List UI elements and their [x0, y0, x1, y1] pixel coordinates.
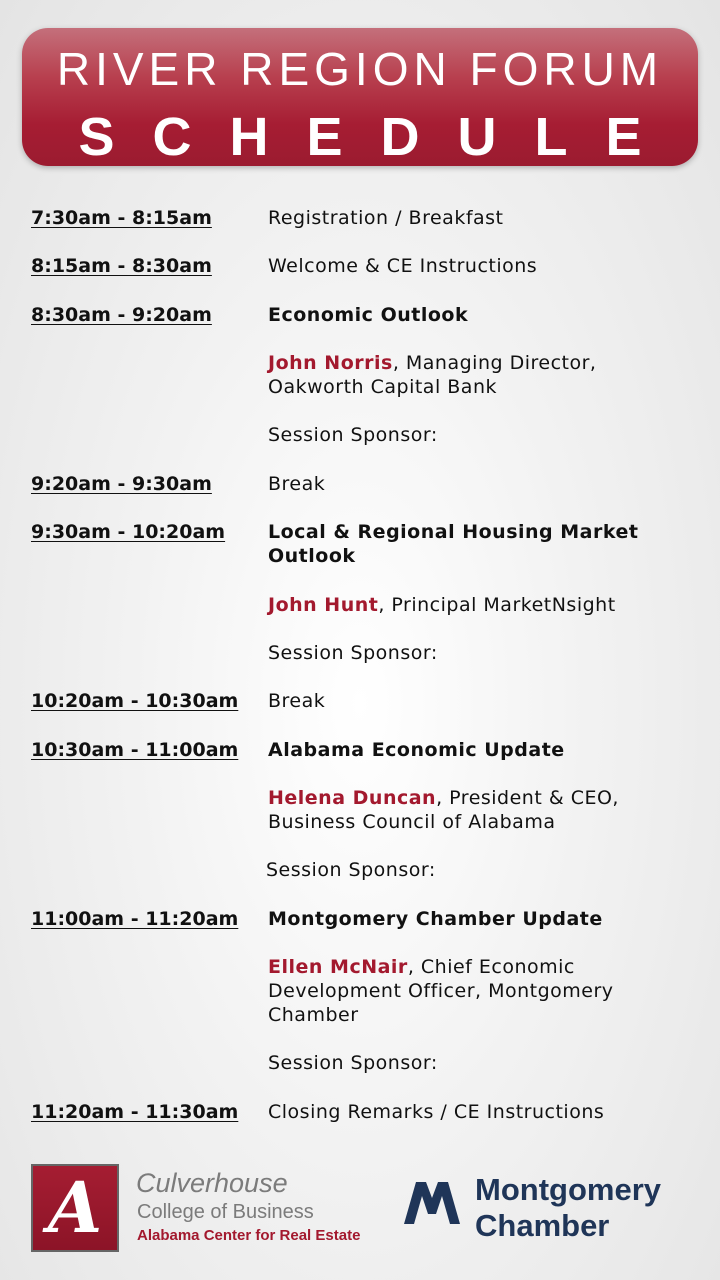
session-title: Economic Outlook — [268, 304, 469, 326]
banner-subtitle: SCHEDULE — [78, 107, 680, 167]
session-title: Montgomery Chamber Update — [268, 908, 603, 930]
speaker-name: Helena Duncan — [268, 787, 437, 809]
speaker-info — [268, 955, 688, 1027]
session-sponsor: Session Sponsor: — [268, 1052, 438, 1074]
session-time: 7:30am - 8:15am — [31, 207, 212, 229]
session-time: 10:20am - 10:30am — [31, 690, 239, 712]
speaker-info — [268, 786, 688, 834]
session-title: Break — [268, 473, 326, 495]
session-title: Registration / Breakfast — [268, 207, 504, 229]
title-banner — [22, 28, 698, 166]
session-time: 9:20am - 9:30am — [31, 473, 212, 495]
session-time: 11:00am - 11:20am — [31, 908, 239, 930]
speaker-role: , President & CEO, Business Council of Alabama — [268, 787, 619, 833]
session-title: Closing Remarks / CE Instructions — [268, 1101, 605, 1123]
speaker-role: , Managing Director, Oakworth Capital Bank — [268, 352, 597, 398]
alabama-a-letter: A — [47, 1166, 103, 1249]
speaker-role: , Chief Economic Development Officer, Montgomery Chamber — [268, 956, 614, 1026]
session-time: 10:30am - 11:00am — [31, 739, 239, 761]
session-title: Break — [268, 690, 326, 712]
alabama-a-logo — [31, 1164, 119, 1252]
chamber-name-line1: Montgomery — [475, 1172, 661, 1207]
session-title: Welcome & CE Instructions — [268, 255, 538, 277]
session-time: 11:20am - 11:30am — [31, 1101, 239, 1123]
culverhouse-college: College of Business — [137, 1201, 314, 1223]
chamber-name-line2: Chamber — [475, 1208, 610, 1243]
banner-title: RIVER REGION FORUM — [56, 43, 664, 95]
culverhouse-name: Culverhouse — [136, 1168, 288, 1198]
sponsor-logos — [0, 1160, 720, 1260]
speaker-info — [268, 593, 688, 617]
speaker-info — [268, 351, 688, 399]
speaker-name: John Norris — [268, 352, 393, 374]
session-time: 8:15am - 8:30am — [31, 255, 212, 277]
speaker-name: John Hunt — [268, 594, 379, 616]
speaker-name: Ellen McNair — [268, 956, 408, 978]
session-time: 8:30am - 9:20am — [31, 304, 212, 326]
session-title: Alabama Economic Update — [268, 739, 565, 761]
montgomery-chamber-icon — [402, 1176, 462, 1226]
session-sponsor: Session Sponsor: — [268, 642, 438, 664]
session-title: Local & Regional Housing Market Outlook — [268, 521, 639, 567]
session-time: 9:30am - 10:20am — [31, 521, 226, 543]
culverhouse-center: Alabama Center for Real Estate — [137, 1227, 361, 1244]
session-sponsor: Session Sponsor: — [266, 859, 436, 881]
speaker-role: , Principal MarketNsight — [378, 594, 616, 616]
session-sponsor: Session Sponsor: — [268, 424, 438, 446]
